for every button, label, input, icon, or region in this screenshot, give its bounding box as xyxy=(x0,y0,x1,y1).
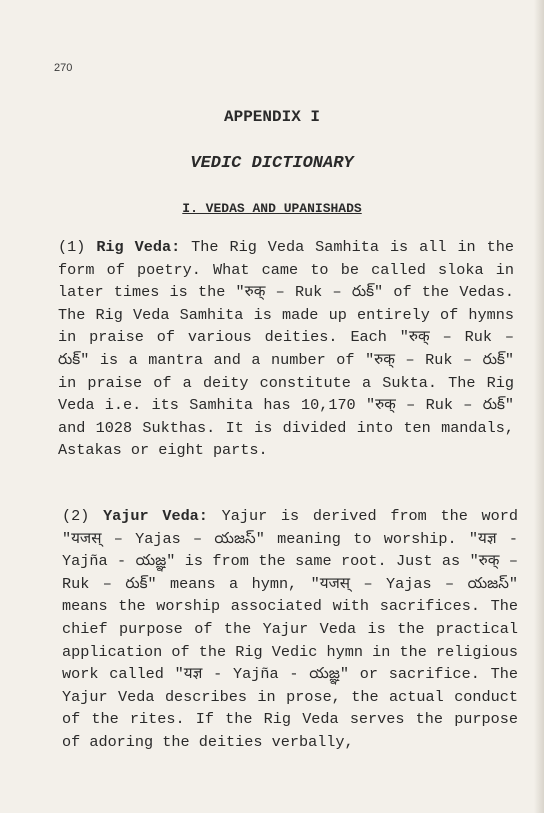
page-number: 270 xyxy=(54,62,73,74)
paragraph-text: Yajur is derived from the word "यजस् – Yajas – యజస్" meaning to worship. "यज्ञ - Yajña - యజ్ఞ" is from the same root. Just as "रुक् – Ruk – రుక్" means a hymn, "यजस् – Yajas – యజస్" means the worship associated with sacrifices. The chief purpose of the Yajur Veda is the practical application of the Rig Vedic hymn in the religious work called "यज्ञ - Yajña - యజ్ఞ" or sacrifice. The Yajur Veda describes in prose, the actual conduct of the rites. If the Rig Veda serves the purpose of adoring the deities verbally, xyxy=(62,507,518,751)
dictionary-title: VEDIC DICTIONARY xyxy=(190,154,354,173)
paragraph-heading: Yajur Veda: xyxy=(103,507,208,525)
appendix-title: APPENDIX I xyxy=(223,108,320,126)
paragraph-number: (1) xyxy=(58,238,86,256)
section-heading: I. VEDAS AND UPANISHADS xyxy=(182,201,362,216)
paragraph-number: (2) xyxy=(62,507,90,525)
paragraph-heading: Rig Veda: xyxy=(96,238,181,256)
paragraph-rig-veda xyxy=(58,236,514,462)
paragraph-yajur-veda xyxy=(62,505,518,754)
paragraph-text: The Rig Veda Samhita is all in the form of poetry. What came to be called sloka in later times is the "रुक् – Ruk – రుక్" of the Vedas. The Rig Veda Samhita is made up entirely of hymns in praise of various deities. Each "रुक् – Ruk – రుక్" is a mantra and a number of "रुक् – Ruk – రుక్" in praise of a deity constitute a Sukta. The Rig Veda i.e. its Samhita has 10,170 "रुक् – Ruk – రుక్" and 1028 Sukthas. It is divided into ten mandals, Astakas or eight parts. xyxy=(58,238,514,460)
